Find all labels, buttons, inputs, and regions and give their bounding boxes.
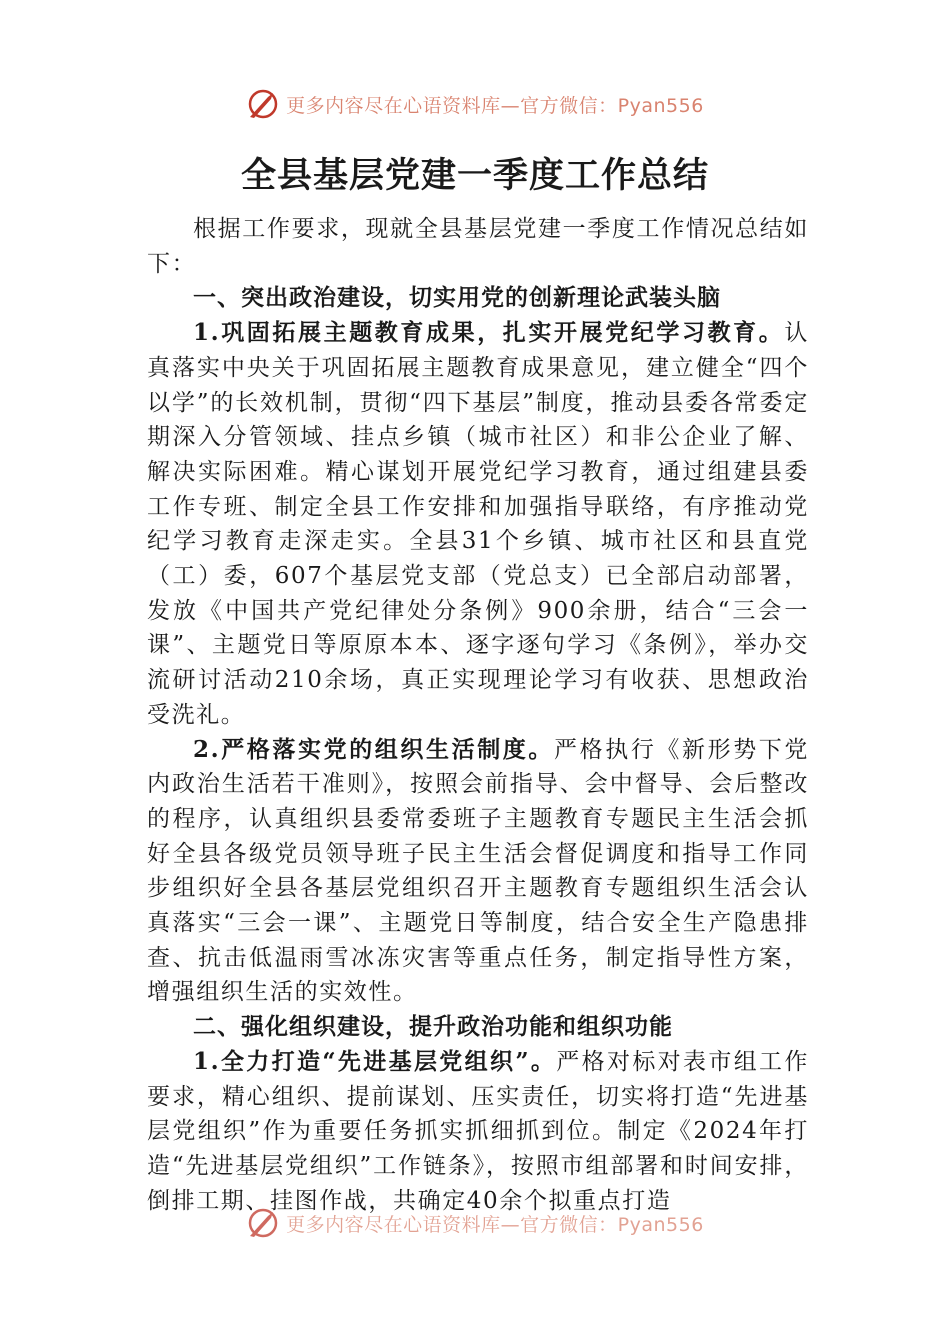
section-1-item-2-lead: 2.严格落实党的组织生活制度。 (193, 735, 555, 763)
section-2-item-1 (147, 1045, 809, 1219)
section-2-item-1-body: 严格对标对表市组工作要求，精心组织、提前谋划、压实责任，切实将打造“先进基层党组织”作为重要任务抓实抓细抓到位。制定《2024年打造“先进基层党组织”工作链条》，按照市组部署和时间安排，倒排工期、挂图作战，共确定40余个拟重点打造 (147, 1048, 810, 1214)
pen-logo-icon (246, 87, 280, 121)
section-1-item-1 (147, 316, 809, 732)
section-2-item-1-lead: 1.全力打造“先进基层党组织”。 (193, 1047, 557, 1075)
pen-logo-icon (246, 1206, 280, 1240)
section-1-item-2 (147, 733, 809, 1011)
section-2-heading: 二、强化组织建设，提升政治功能和组织功能 (193, 1014, 673, 1041)
section-1-item-1-lead: 1.巩固拓展主题教育成果，扎实开展党纪学习教育。 (193, 319, 785, 347)
watermark-text: 更多内容尽在心语资料库—官方微信：Pyan556 (286, 1213, 704, 1236)
section-1-item-1-body: 认真落实中央关于巩固拓展主题教育成果意见，建立健全“四个以学”的长效机制，贯彻“四下基层”制度，推动县委各常委定期深入分管领域、挂点乡镇（城市社区）和非公企业了解、解决实际困难。精心谋划开展党纪学习教育，通过组建县委工作专班、制定全县工作安排和加强指导联络，有序推动党纪学习教育走深走实。全县31个乡镇、城市社区和县直党（工）委，607个基层党支部（党总支）已全部启动部署，发放《中国共产党纪律处分条例》900余册，结合“三会一课”、主题党日等原原本本、逐字逐句学习《条例》，举办交流研讨活动210余场，真正实现理论学习有收获、思想政治受洗礼。 (147, 320, 809, 728)
watermark-footer (0, 1203, 950, 1243)
watermark-header (0, 84, 950, 124)
intro-paragraph: 根据工作要求，现就全县基层党建一季度工作情况总结如下： (147, 216, 809, 277)
watermark-text: 更多内容尽在心语资料库—官方微信：Pyan556 (286, 94, 704, 117)
document-title: 全县基层党建一季度工作总结 (240, 155, 709, 196)
document-body (147, 212, 809, 1218)
section-1-heading: 一、突出政治建设，切实用党的创新理论武装头脑 (193, 285, 721, 312)
section-1-item-2-body: 严格执行《新形势下党内政治生活若干准则》，按照会前指导、会中督导、会后整改的程序，认真组织县委常委班子主题教育专题民主生活会抓好全县各级党员领导班子民主生活会督促调度和指导工作同步组织好全县各基层党组织召开主题教育专题组织生活会认真落实“三会一课”、主题党日等制度，结合安全生产隐患排查、抗击低温雨雪冰冻灾害等重点任务，制定指导性方案，增强组织生活的实效性。 (147, 736, 810, 1006)
